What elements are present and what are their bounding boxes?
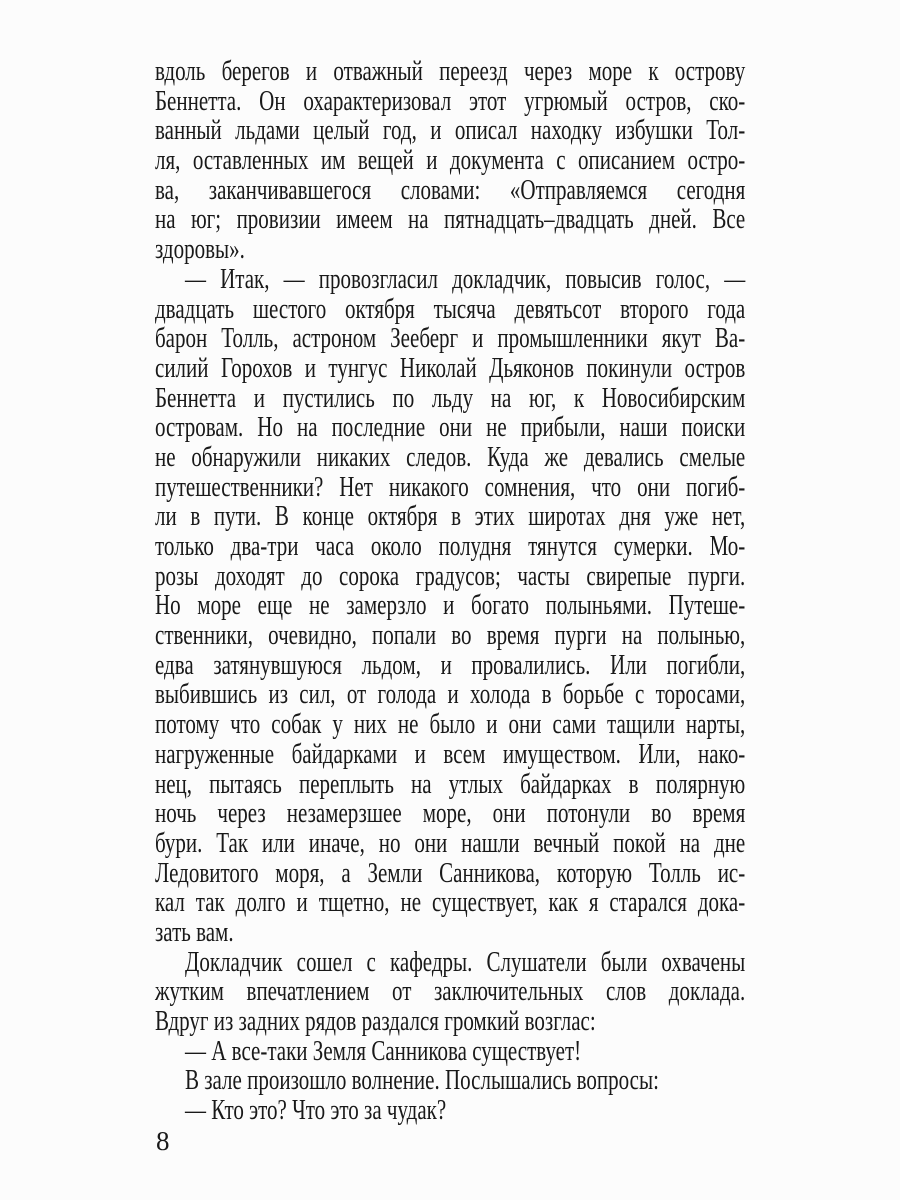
- text-line: Беннетта. Он охарактеризовал этот угрюмый остров, ско-: [155, 85, 746, 117]
- text-line: — Итак, — провозгласил докладчик, повысив голос, —: [185, 263, 746, 295]
- text-line: Докладчик сошел с кафедры. Слушатели были охвачены: [185, 946, 746, 978]
- text-line: ственники, очевидно, попали во время пурги на полынью,: [155, 620, 746, 652]
- text-line: Но море еще не замерзло и богато полыньями. Путеше-: [155, 590, 746, 622]
- text-line: ночь через незамерзшее море, они потонули во время: [155, 798, 746, 830]
- paragraph: [155, 57, 745, 265]
- text-line: Вдруг из задних рядов раздался громкий возглас:: [155, 1006, 596, 1037]
- text-line: Ледовитого моря, а Земли Санникова, которую Толль ис-: [155, 857, 746, 889]
- text-line: — Кто это? Что это за чудак?: [185, 1095, 447, 1127]
- text-line: кал так долго и тщетно, не существует, как я старался дока-: [155, 887, 746, 919]
- text-line: бури. Так или иначе, но они нашли вечный покой на дне: [155, 827, 746, 859]
- text-line: вдоль берегов и отважный переезд через море к острову: [155, 56, 746, 87]
- text-block: [155, 57, 745, 1126]
- text-line: В зале произошло волнение. Послышались вопросы:: [185, 1065, 659, 1097]
- paragraph: [155, 948, 745, 1037]
- page-number: 8: [156, 1126, 170, 1156]
- text-line: на юг; провизии имеем на пятнадцать–двадцать дней. Все: [155, 204, 746, 236]
- text-line: розы доходят до сорока градусов; часты свирепые пурги.: [155, 560, 746, 592]
- text-line: здоровы».: [155, 234, 245, 266]
- text-line: выбившись из сил, от голода и холода в борьбе с торосами,: [155, 679, 746, 711]
- paragraph: [155, 1096, 745, 1126]
- text-line: Беннетта и пустились по льду на юг, к Новосибирским: [155, 382, 746, 414]
- text-line: ванный льдами целый год, и описал находку избушки Тол-: [155, 115, 746, 147]
- text-line: нагруженные байдарками и всем имуществом. Или, нако-: [155, 738, 746, 770]
- text-line: зать вам.: [155, 916, 234, 948]
- text-line: ва, заканчивавшегося словами: «Отправляемся сегодня: [155, 174, 746, 206]
- text-line: островам. Но на последние они не прибыли, наши поиски: [155, 412, 746, 444]
- text-line: потому что собак у них не было и они сами тащили нарты,: [155, 709, 746, 741]
- text-line: едва затянувшуюся льдом, и провалились. Или погибли,: [155, 649, 746, 681]
- text-line: нец, пытаясь переплыть на утлых байдарках в полярную: [155, 768, 746, 800]
- text-line: путешественники? Нет никакого сомнения, что они погиб-: [155, 471, 746, 503]
- text-line: двадцать шестого октября тысяча девятьсот второго года: [155, 293, 746, 325]
- text-line: только два-три часа около полудня тянутся сумерки. Мо-: [155, 531, 746, 562]
- text-line: ли в пути. В конце октября в этих широтах дня уже нет,: [155, 501, 746, 533]
- paragraph: [155, 1037, 745, 1067]
- paragraph: [155, 1066, 745, 1096]
- text-line: не обнаружили никаких следов. Куда же девались смелые: [155, 441, 746, 473]
- text-line: ля, оставленных им вещей и документа с описанием остро-: [155, 145, 746, 177]
- text-line: барон Толль, астроном Зееберг и промышленники якут Ва-: [155, 323, 746, 355]
- text-line: силий Горохов и тунгус Николай Дьяконов покинули остров: [155, 352, 746, 384]
- text-line: — А все-таки Земля Санникова существует!: [185, 1035, 582, 1067]
- paragraph: [155, 265, 745, 948]
- text-line: жутким впечатлением от заключительных слов доклада.: [155, 976, 746, 1008]
